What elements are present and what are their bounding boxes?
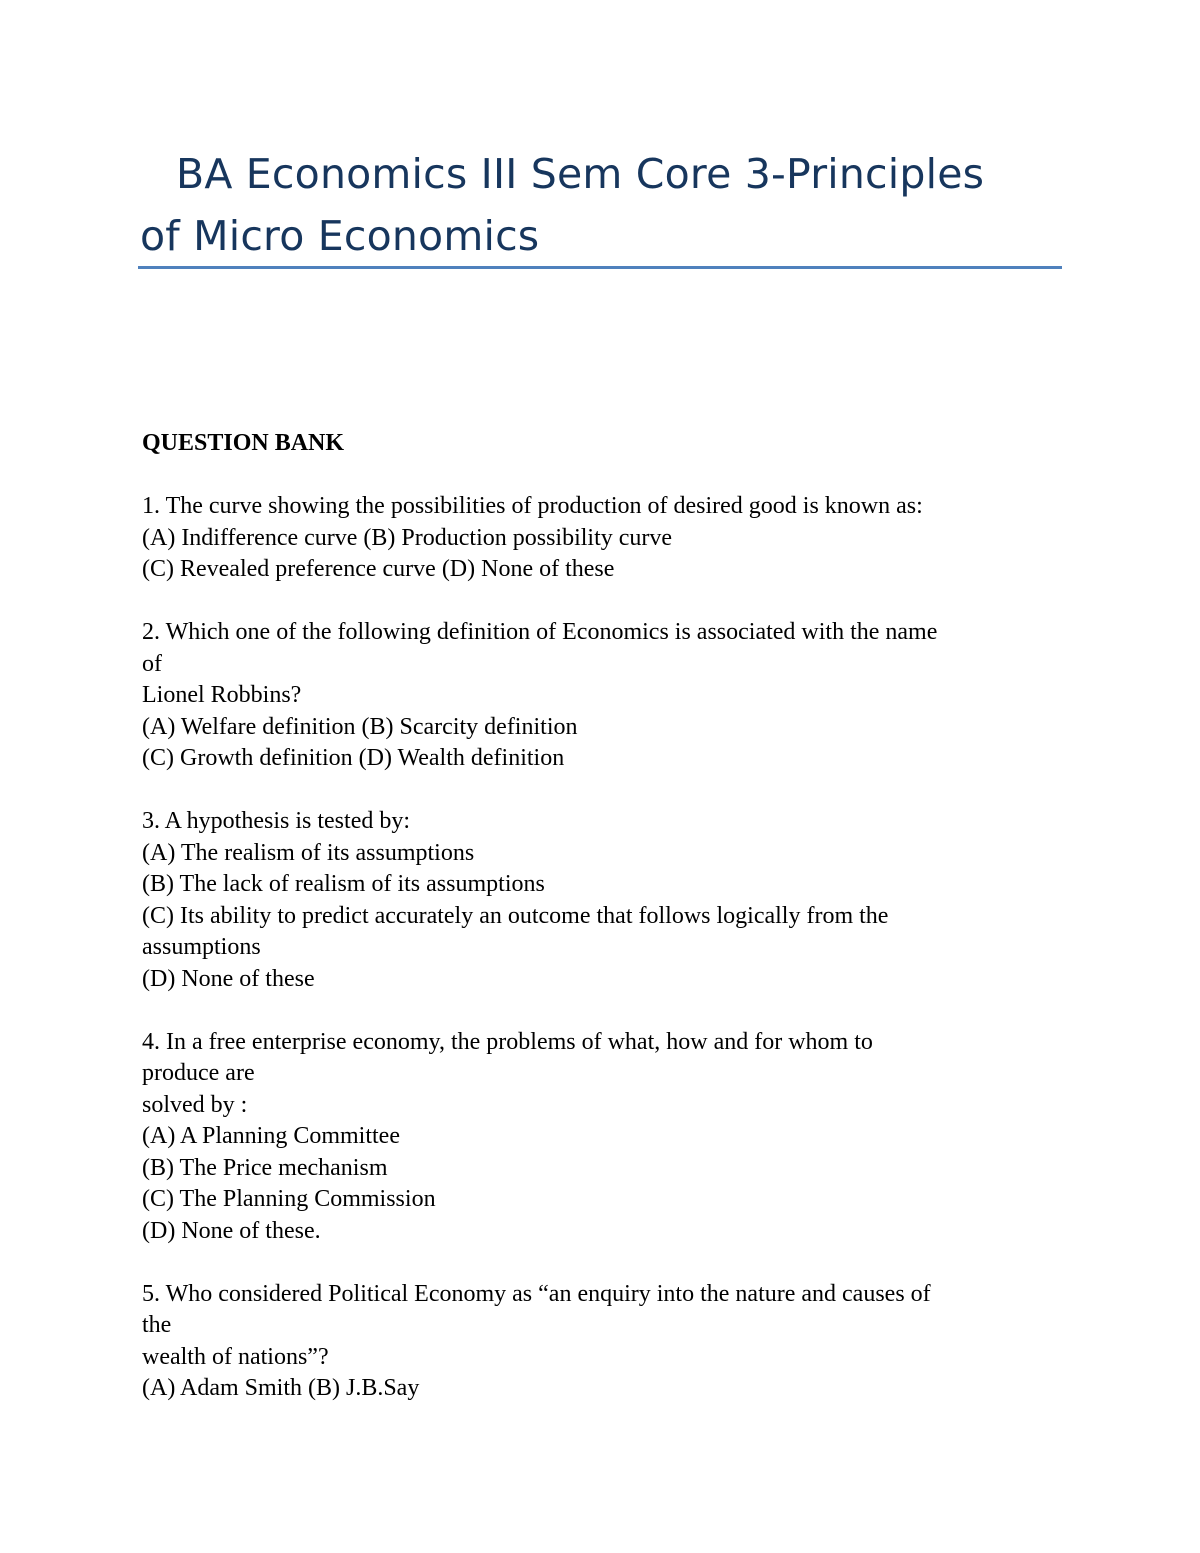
answer-option-line: (C) The Planning Commission [142,1186,436,1212]
question-line: solved by : [142,1091,248,1118]
question-4 [142,1027,1072,1248]
document-title [140,143,1070,267]
question-line: 4. In a free enterprise economy, the problems of what, how and for whom to [142,1028,873,1055]
section-heading: QUESTION BANK [142,430,345,456]
question-line: wealth of nations”? [142,1343,329,1370]
question-line: 1. The curve showing the possibilities of production of desired good is known as: [142,493,923,519]
answer-option-line: (C) Growth definition (D) Wealth definition [142,745,565,771]
document-title-line-2: of Micro Economics [140,212,540,260]
title-underline-divider [138,266,1062,269]
question-line: 5. Who considered Political Economy as “an enquiry into the nature and causes of [142,1280,931,1307]
question-3 [142,806,1072,995]
question-line: the [142,1312,172,1338]
answer-option-line: (A) The realism of its assumptions [142,839,475,866]
document-title-line-1: BA Economics III Sem Core 3-Principles [176,150,985,198]
answer-option-line: (D) None of these. [142,1217,321,1244]
answer-option-line: (A) Adam Smith (B) J.B.Say [142,1375,420,1401]
document-body [142,428,1072,1436]
question-line: 3. A hypothesis is tested by: [142,808,411,834]
question-5 [142,1279,1072,1405]
answer-option-line: (B) The Price mechanism [142,1154,388,1181]
answer-option-line: (B) The lack of realism of its assumptions [142,871,545,897]
answer-option-line: (C) Revealed preference curve (D) None of these [142,556,615,582]
answer-option-line: (A) A Planning Committee [142,1123,400,1149]
answer-option-line: (A) Indifference curve (B) Production possibility curve [142,524,673,551]
question-line: produce are [142,1060,255,1086]
answer-option-line: (A) Welfare definition (B) Scarcity definition [142,713,578,740]
question-line: of [142,650,162,677]
question-line: Lionel Robbins? [142,682,302,708]
answer-option-line: assumptions [142,934,261,960]
question-1 [142,491,1072,586]
answer-option-line: (C) Its ability to predict accurately an outcome that follows logically from the [142,902,889,929]
question-2 [142,617,1072,775]
answer-option-line: (D) None of these [142,965,315,992]
question-line: 2. Which one of the following definition of Economics is associated with the name [142,619,938,645]
